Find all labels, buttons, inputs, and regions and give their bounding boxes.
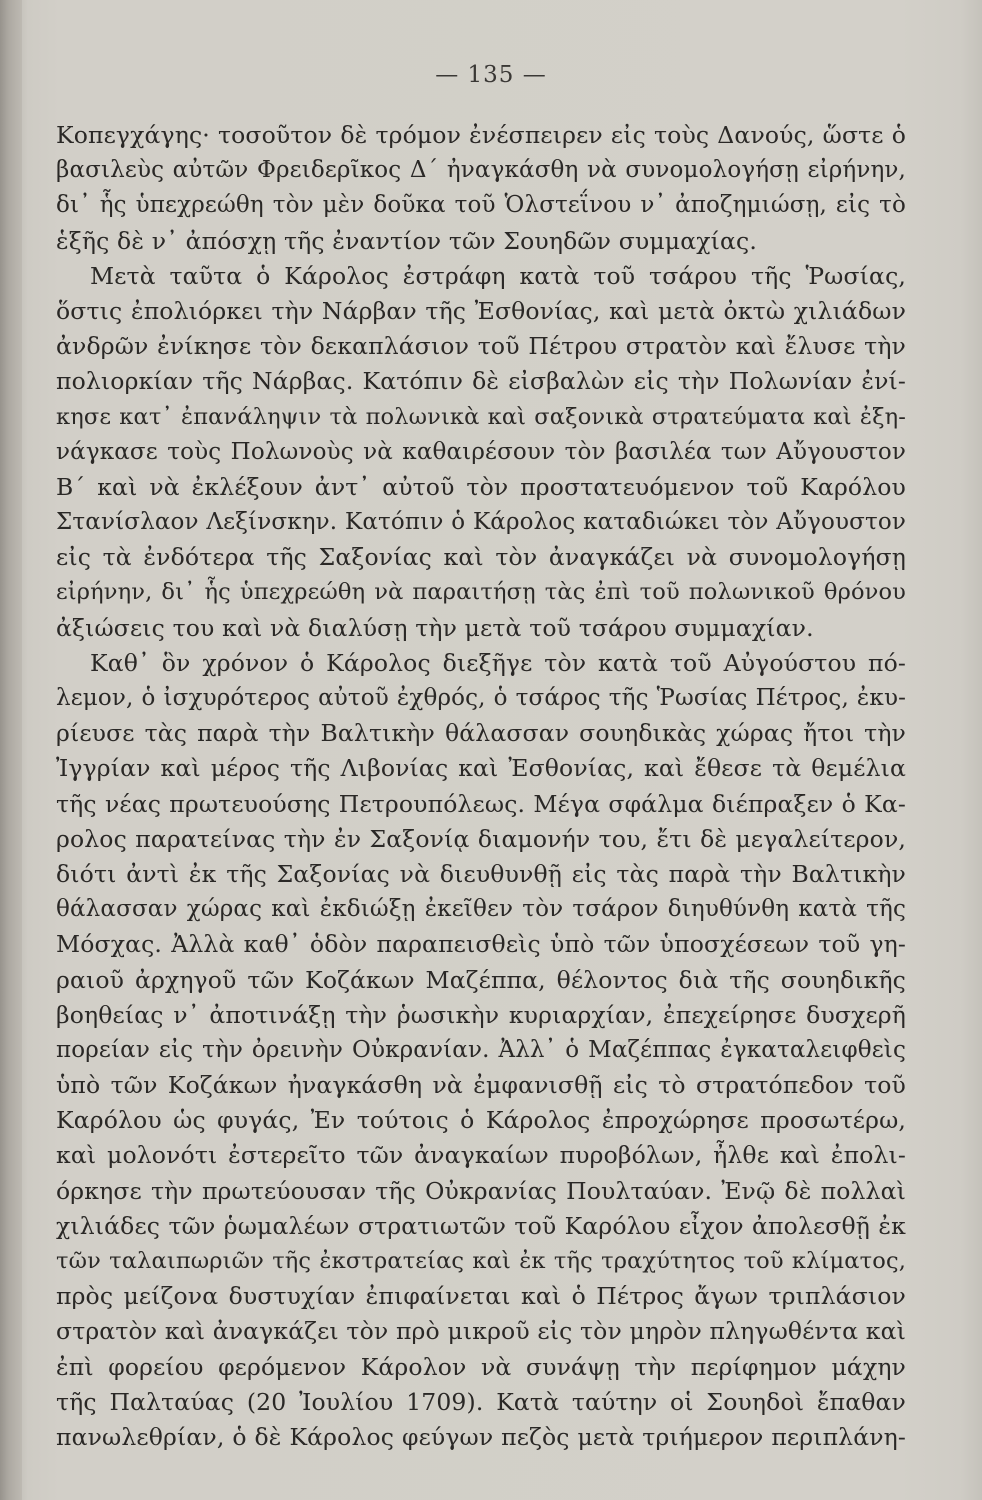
text-line: όρκησε τὴν πρωτεύουσαν τῆς Οὐκρανίας Πουλταύαν. Ἐνῷ δὲ πολλαὶ (56, 1176, 906, 1205)
text-line: βασιλεὺς αὐτῶν Φρειδερῖκος Δ΄ ἠναγκάσθη νὰ συνομολογήσῃ εἰρήνην, (56, 157, 906, 184)
text-line: Β΄ καὶ νὰ ἐκλέξουν ἀντ᾽ αὐτοῦ τὸν προστατευόμενον τοῦ Καρόλου (56, 472, 906, 501)
text-line: πορείαν εἰς τὴν ὀρεινὴν Οὐκρανίαν. Ἀλλ᾽ ὁ Μαζέππας ἐγκαταλειφθεὶς (56, 1036, 906, 1063)
text-line: Καρόλου ὡς φυγάς, Ἐν τούτοις ὁ Κάρολος ἐπροχώρησε προσωτέρω, (56, 1106, 906, 1135)
text-line: εἰς τὰ ἐνδότερα τῆς Σαξονίας καὶ τὸν ἀναγκάζει νὰ συνομολογήσῃ (56, 543, 906, 572)
text-line: ἀξιώσεις του καὶ νὰ διαλύσῃ τὴν μετὰ τοῦ τσάρου συμμαχίαν. (56, 613, 814, 642)
text-line: χιλιάδες τῶν ῥωμαλέων στρατιωτῶν τοῦ Καρόλου εἶχον ἀπολεσθῇ ἐκ (56, 1211, 906, 1240)
text-line: πανωλεθρίαν, ὁ δὲ Κάρολος φεύγων πεζὸς μετὰ τριήμερον περιπλάνη- (56, 1422, 906, 1451)
text-line: Καθ᾽ ὃν χρόνον ὁ Κάρολος διεξῆγε τὸν κατὰ τοῦ Αὐγούστου πό- (90, 648, 906, 677)
text-line: Στανίσλαον Λεξίνσκην. Κατόπιν ὁ Κάρολος καταδιώκει τὸν Αὔγουστον (56, 509, 906, 536)
page-number: — 135 — (435, 62, 547, 88)
text-line: βοηθείας ν᾽ ἀποτινάξῃ τὴν ῥωσικὴν κυριαρχίαν, ἐπεχείρησε δυσχερῆ (56, 1000, 906, 1029)
text-line: Μετὰ ταῦτα ὁ Κάρολος ἐστράφη κατὰ τοῦ τσάρου τῆς Ῥωσίας, (90, 261, 906, 290)
book-gutter (0, 0, 22, 1500)
text-line: θάλασσαν χώρας καὶ ἐκδιώξῃ ἐκεῖθεν τὸν τσάρον διηυθύνθη κατὰ τῆς (56, 896, 906, 923)
text-line: ρολος παρατείνας τὴν ἐν Σαξονίᾳ διαμονήν του, ἔτι δὲ μεγαλείτερον, (56, 824, 906, 853)
text-line: Μόσχας. Ἀλλὰ καθ᾽ ὁδὸν παραπεισθεὶς ὑπὸ τῶν ὑποσχέσεων τοῦ γη- (56, 930, 906, 959)
text-line: πρὸς μείζονα δυστυχίαν ἐπιφαίνεται καὶ ὁ Πέτρος ἄγων τριπλάσιον (56, 1282, 906, 1311)
text-line: ἀνδρῶν ἐνίκησε τὸν δεκαπλάσιον τοῦ Πέτρου στρατὸν καὶ ἔλυσε τὴν (56, 332, 906, 361)
text-line: κησε κατ᾽ ἐπανάληψιν τὰ πολωνικὰ καὶ σαξονικὰ στρατεύματα καὶ ἐξη- (56, 403, 906, 430)
text-line: ὅστις ἐπολιόρκει τὴν Νάρβαν τῆς Ἐσθονίας, καὶ μετὰ ὀκτὼ χιλιάδων (56, 296, 906, 325)
text-line: Κοπεγχάγης· τοσοῦτον δὲ τρόμον ἐνέσπειρεν εἰς τοὺς Δανούς, ὥστε ὁ (56, 121, 906, 149)
text-line: ἐπὶ φορείου φερόμενον Κάρολον νὰ συνάψῃ τὴν περίφημον μάχην (56, 1352, 906, 1381)
text-line: ρίευσε τὰς παρὰ τὴν Βαλτικὴν θάλασσαν σουηδικὰς χώρας ἤτοι τὴν (56, 719, 906, 748)
text-line: ἑξῆς δὲ ν᾽ ἀπόσχῃ τῆς ἐναντίον τῶν Σουηδῶν συμμαχίας. (56, 226, 757, 255)
text-line: στρατὸν καὶ ἀναγκάζει τὸν πρὸ μικροῦ εἰς τὸν μηρὸν πληγωθέντα καὶ (56, 1317, 906, 1346)
text-line: λεμον, ὁ ἰσχυρότερος αὐτοῦ ἐχθρός, ὁ τσάρος τῆς Ῥωσίας Πέτρος, ἐκυ- (56, 685, 906, 711)
text-line: Ἰγγρίαν καὶ μέρος τῆς Λιβονίας καὶ Ἐσθονίας, καὶ ἔθεσε τὰ θεμέλια (56, 754, 906, 783)
text-line: τῆς νέας πρωτευούσης Πετρουπόλεως. Μέγα σφάλμα διέπραξεν ὁ Κα- (56, 789, 906, 818)
text-line: καὶ μολονότι ἐστερεῖτο τῶν ἀναγκαίων πυροβόλων, ἦλθε καὶ ἐπολι- (56, 1141, 906, 1170)
text-line: πολιορκίαν τῆς Νάρβας. Κατόπιν δὲ εἰσβαλὼν εἰς τὴν Πολωνίαν ἐνί- (56, 367, 906, 396)
text-line: ὑπὸ τῶν Κοζάκων ἠναγκάσθη νὰ ἐμφανισθῇ εἰς τὸ στρατόπεδον τοῦ (56, 1071, 906, 1100)
text-line: εἰρήνην, δι᾽ ἧς ὑπεχρεώθη νὰ παραιτήσῃ τὰς ἐπὶ τοῦ πολωνικοῦ θρόνου (56, 579, 906, 606)
text-line: διότι ἀντὶ ἐκ τῆς Σαξονίας νὰ διευθυνθῇ εἰς τὰς παρὰ τὴν Βαλτικὴν (56, 859, 906, 888)
body-text (56, 118, 906, 1455)
text-line: νάγκασε τοὺς Πολωνοὺς νὰ καθαιρέσουν τὸν βασιλέα των Αὔγουστον (56, 438, 906, 465)
text-line: ραιοῦ ἀρχηγοῦ τῶν Κοζάκων Μαζέππα, θέλοντος διὰ τῆς σουηδικῆς (56, 965, 906, 994)
text-line: τῶν ταλαιπωριῶν τῆς ἐκστρατείας καὶ ἐκ τῆς τραχύτητος τοῦ κλίματος, (56, 1248, 906, 1274)
text-line: δι᾽ ἧς ὑπεχρεώθη τὸν μὲν δοῦκα τοῦ Ὁλστεΐνου ν᾽ ἀποζημιώσῃ, εἰς τὸ (56, 192, 906, 219)
text-line: τῆς Παλταύας (20 Ἰουλίου 1709). Κατὰ ταύτην οἱ Σουηδοὶ ἔπαθαν (56, 1387, 906, 1416)
